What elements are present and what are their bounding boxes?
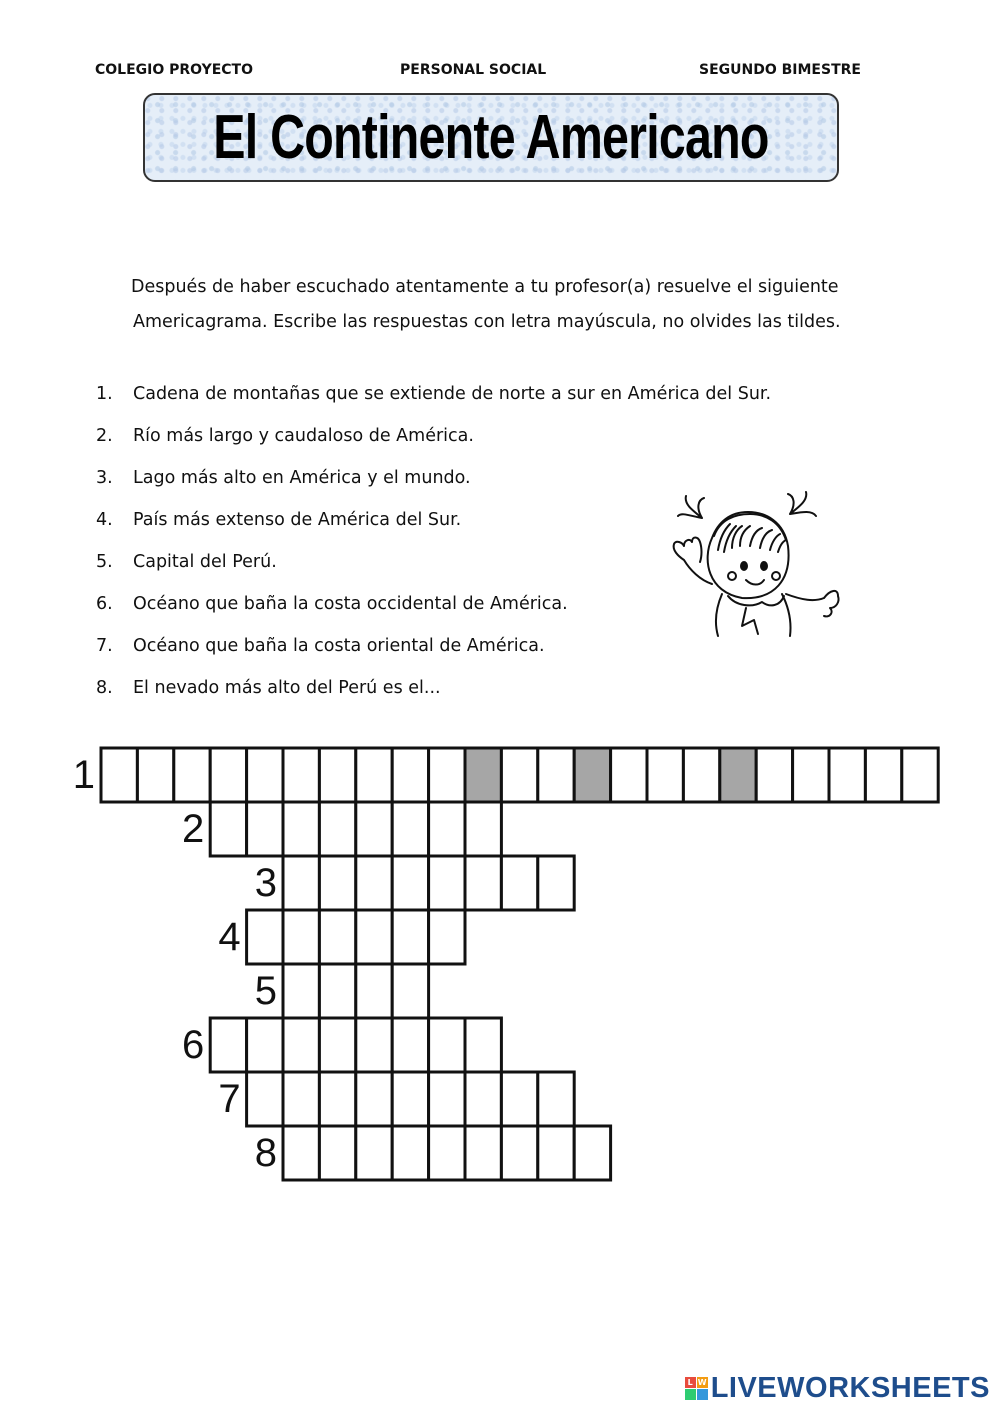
- clue-text: El nevado más alto del Perú es el...: [133, 678, 441, 698]
- crossword-cell[interactable]: [283, 802, 319, 856]
- crossword-cell[interactable]: [247, 748, 283, 802]
- crossword-cell[interactable]: [283, 1126, 319, 1180]
- crossword-row-number: 4: [218, 915, 241, 959]
- clue-text: País más extenso de América del Sur.: [133, 510, 462, 530]
- liveworksheets-logo: [685, 1372, 990, 1405]
- crossword-cell[interactable]: [283, 964, 319, 1018]
- clue-number: 1.: [96, 384, 113, 404]
- crossword-cell[interactable]: [356, 964, 392, 1018]
- crossword-cell[interactable]: [902, 748, 938, 802]
- crossword-cell[interactable]: [429, 910, 465, 964]
- crossword-cell[interactable]: [319, 1018, 355, 1072]
- clue-text: Lago más alto en América y el mundo.: [133, 468, 471, 488]
- crossword-cell[interactable]: [429, 802, 465, 856]
- crossword-cell[interactable]: [429, 856, 465, 910]
- crossword-cell[interactable]: [356, 1126, 392, 1180]
- clue-text: Océano que baña la costa oriental de América.: [133, 636, 545, 656]
- crossword-cell[interactable]: [429, 1018, 465, 1072]
- school-name: COLEGIO PROYECTO: [95, 62, 254, 78]
- instructions-line-2: Americagrama. Escribe las respuestas con letra mayúscula, no olvides las tildes.: [133, 312, 841, 332]
- clue-text: Capital del Perú.: [133, 552, 277, 572]
- crossword-cell[interactable]: [538, 1072, 574, 1126]
- liveworksheets-icon: L W: [685, 1377, 708, 1400]
- brand-name: LIVEWORKSHEETS: [710, 1372, 990, 1404]
- instructions-line-1: Después de haber escuchado atentamente a tu profesor(a) resuelve el siguiente: [131, 277, 839, 297]
- crossword-cell[interactable]: [465, 1018, 501, 1072]
- crossword-cell[interactable]: [683, 748, 719, 802]
- crossword-cell[interactable]: [283, 748, 319, 802]
- crossword-row-number: 1: [72, 753, 95, 797]
- clue-number: 7.: [96, 636, 113, 656]
- crossword-cell[interactable]: [392, 856, 428, 910]
- crossword-row-number: 2: [181, 807, 205, 851]
- crossword-cell[interactable]: [429, 1072, 465, 1126]
- crossword-cell[interactable]: [101, 748, 137, 802]
- crossword-row-number: 3: [254, 861, 277, 905]
- crossword-cell[interactable]: [501, 1126, 537, 1180]
- crossword-cell[interactable]: [356, 802, 392, 856]
- crossword-cell[interactable]: [319, 964, 355, 1018]
- crossword-cell[interactable]: [283, 1018, 319, 1072]
- crossword-cell[interactable]: [465, 1072, 501, 1126]
- crossword-cell[interactable]: [501, 1072, 537, 1126]
- crossword-cell[interactable]: [247, 910, 283, 964]
- clue-number: 3.: [96, 468, 113, 488]
- crossword-cell[interactable]: [429, 1126, 465, 1180]
- clue-number: 4.: [96, 510, 113, 530]
- crossword-cell[interactable]: [210, 1018, 246, 1072]
- crossword-cell[interactable]: [465, 856, 501, 910]
- clue-text: Océano que baña la costa occidental de América.: [133, 594, 568, 614]
- clue-number: 5.: [96, 552, 113, 572]
- period-name: SEGUNDO BIMESTRE: [699, 62, 861, 78]
- crossword-cell[interactable]: [538, 1126, 574, 1180]
- crossword-row-number: 5: [254, 969, 277, 1013]
- crossword-cell[interactable]: [356, 1072, 392, 1126]
- crossword-cell[interactable]: [392, 802, 428, 856]
- crossword-cell[interactable]: [137, 748, 173, 802]
- crossword-cell[interactable]: [356, 910, 392, 964]
- crossword-row-number: 7: [218, 1077, 241, 1121]
- clue-text: Cadena de montañas que se extiende de norte a sur en América del Sur.: [133, 384, 772, 404]
- crossword-row-number: 8: [254, 1131, 277, 1175]
- crossword-cell[interactable]: [538, 748, 574, 802]
- crossword-cell[interactable]: [392, 910, 428, 964]
- crossword-cell[interactable]: [392, 1126, 428, 1180]
- crossword-cell[interactable]: [392, 748, 428, 802]
- crossword-cell[interactable]: [319, 1126, 355, 1180]
- crossword-cell[interactable]: [501, 856, 537, 910]
- crossword-row-number: 6: [181, 1023, 205, 1067]
- crossword-cell[interactable]: [392, 964, 428, 1018]
- subject-name: PERSONAL SOCIAL: [400, 62, 547, 78]
- clue-text: Río más largo y caudaloso de América.: [133, 426, 474, 446]
- crossword-cell[interactable]: [319, 856, 355, 910]
- crossword-cell[interactable]: [247, 1072, 283, 1126]
- crossword-cell[interactable]: [283, 856, 319, 910]
- crossword-cell[interactable]: [465, 1126, 501, 1180]
- crossword-cell[interactable]: [756, 748, 792, 802]
- crossword-cell[interactable]: [429, 748, 465, 802]
- crossword-cell[interactable]: [247, 1018, 283, 1072]
- crossword-cell[interactable]: [465, 802, 501, 856]
- page-title: El Continente Americano: [213, 103, 769, 172]
- crossword-cell[interactable]: [210, 748, 246, 802]
- crossword-cell[interactable]: [392, 1018, 428, 1072]
- crossword-cell[interactable]: [319, 1072, 355, 1126]
- crossword-cell[interactable]: [720, 748, 756, 802]
- crossword-cell[interactable]: [174, 748, 210, 802]
- crossword-cell[interactable]: [501, 748, 537, 802]
- crossword-cell[interactable]: [210, 802, 246, 856]
- crossword-cell[interactable]: [829, 748, 865, 802]
- crossword-cell[interactable]: [611, 748, 647, 802]
- crossword-cell[interactable]: [319, 748, 355, 802]
- clue-number: 6.: [96, 594, 113, 614]
- crossword-cell[interactable]: [465, 748, 501, 802]
- crossword-cell[interactable]: [356, 856, 392, 910]
- crossword-cell[interactable]: [356, 748, 392, 802]
- clue-number: 2.: [96, 426, 113, 446]
- crossword-cell[interactable]: [538, 856, 574, 910]
- crossword-cell[interactable]: [574, 1126, 610, 1180]
- crossword-cell[interactable]: [356, 1018, 392, 1072]
- crossword-cell[interactable]: [283, 910, 319, 964]
- crossword-cell[interactable]: [247, 802, 283, 856]
- crossword-cell[interactable]: [319, 910, 355, 964]
- crossword-cell[interactable]: [392, 1072, 428, 1126]
- crossword-cell[interactable]: [574, 748, 610, 802]
- clue-number: 8.: [96, 678, 113, 698]
- crossword-cell[interactable]: [647, 748, 683, 802]
- crossword-cell[interactable]: [793, 748, 829, 802]
- crossword-cell[interactable]: [283, 1072, 319, 1126]
- crossword-cell[interactable]: [865, 748, 901, 802]
- crossword-cell[interactable]: [319, 802, 355, 856]
